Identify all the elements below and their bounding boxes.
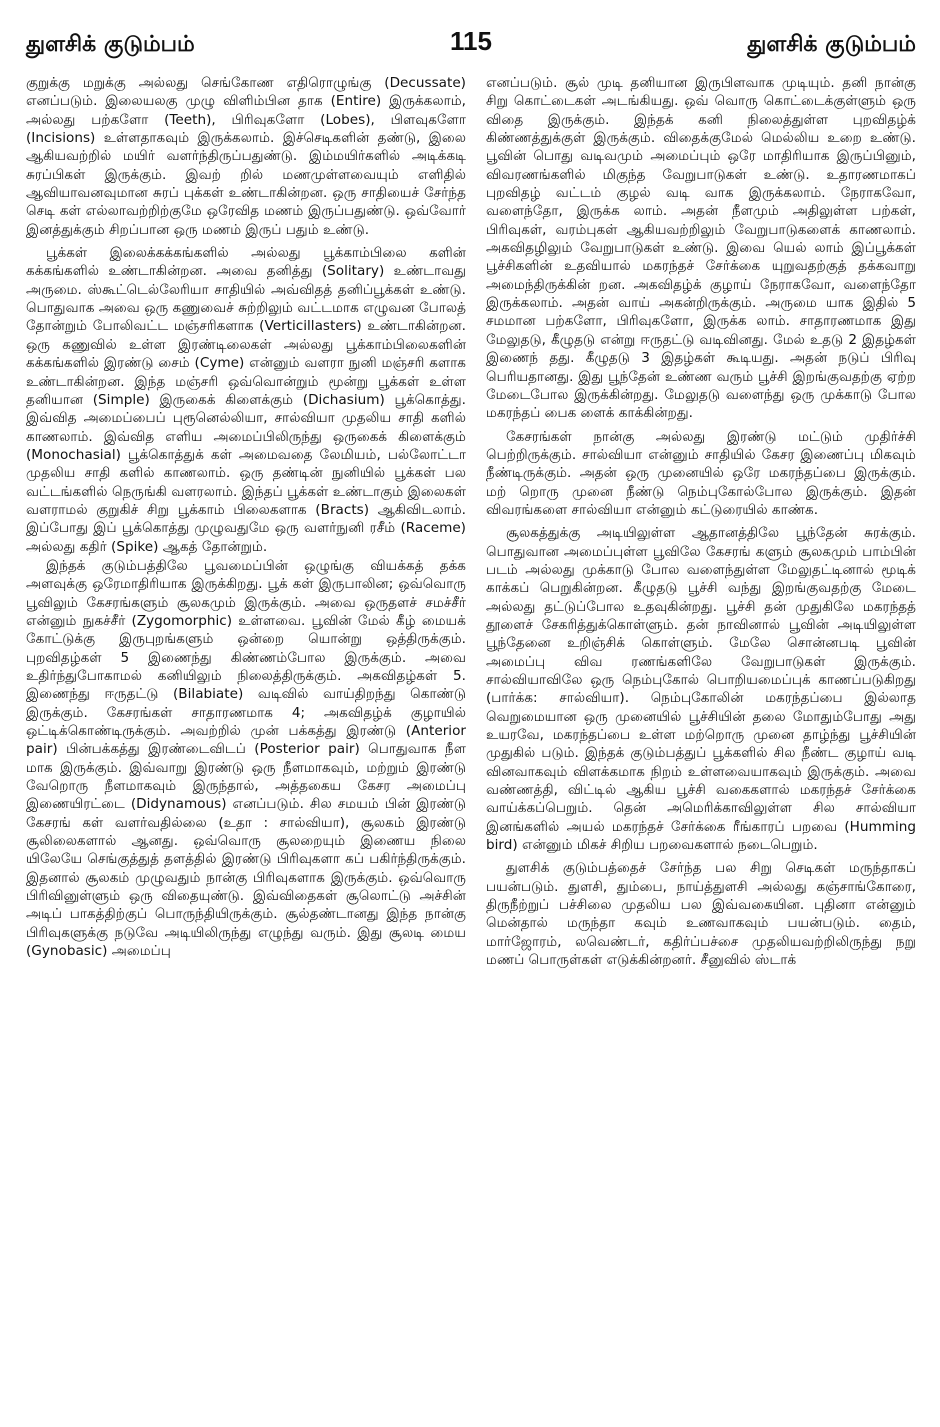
paragraph-inflorescence: பூக்கள் இலைக்கக்கங்களில் அல்லது பூக்காம்பிலை களின் கக்கங்களில் உண்டாகின்றன. அவை தனித்து (Solitary) உண்டாவது அருமை. ஸ்கூட்டெல்லேரியா சாதியில் அவ்விதத் தனிப்பூக்கள் உண்டு. பொதுவாக அவை ஒரு கணுவைச் சுற்றிலும் வட்டமாக எழுவன போலத் தோன்றும் போலிவட்ட மஞ்சரிகளாக (Verticillasters) உண்டாகின்றன. ஒரு கணுவில் உள்ள இரண்டிலைகள் அல்லது பூக்காம்பிலைகளின் கக்கங்களில் இரண்டு சைம் (Cyme) என்னும் வளரா நுனி மஞ்சரி களாக உண்டாகின்றன. இந்த மஞ்சரி ஒவ்வொன்றும் மூன்று பூக்கள் உள்ள தனியான (Simple) இருகைக் கிளைக்கும் (Dichasium) பூக்கொத்து. இவ்வித அமைப்பைப் புரூனெல்லியா, சால்வியா முதலிய சாதி களில் காணலாம். இவ்வித எளிய அமைப்பிலிருந்து ஒருகைக் கிளைக்கும் (Monochasial) பூக்கொத்துக் கள் அமைவதை லேமியம், பல்லோட்டா முதலிய சாதி களில் காணலாம். ஒரு தண்டின் நுனியில் பூக்கள் பல வட்டங்களில் நெருங்கி வளரலாம். இந்தப் பூக்கள் உண்டாகும் இலைகள் வளராமல் குறுகிச் சிறு பூக்காம் பிலைகளாக (Bracts) ஆகிவிடலாம். இப்போது இப் பூக்கொத்து முழுவதுமே ஒரு வளர்நுனி ரசீம் (Raceme) அல்லது கதிர் (Spike) ஆகத் தோன்றும். [26, 245, 466, 555]
left-column [26, 74, 466, 1409]
running-title-right: துளசிக் குடும்பம் [747, 32, 916, 57]
paragraph-flower-structure: இந்தக் குடும்பத்திலே பூவமைப்பின் ஒழுங்கு வியக்கத் தக்க அளவுக்கு ஒரேமாதிரியாக இருக்கிறது. பூக் கள் இருபாலின; ஒவ்வொரு பூவிலும் கேசரங்களும் சூலகமும் இருக்கும். அவை ஒருதளச் சமச்சீர் என்னும் நுகச்சீர் (Zygomorphic) உள்ளவை. பூவின் மேல் கீழ் மையக் கோட்டுக்கு இருபுறங்களும் ஒன்றை யொன்று ஒத்திருக்கும். புறவிதழ்கள் 5 இணைந்து கிண்ணம்போல இருக்கும். அவை உதிர்ந்துபோகாமல் கனியிலும் நிலைத்திருக்கும். அகவிதழ்கள் 5. இணைந்து ஈருதட்டு (Bilabiate) வடிவில் வாய்திறந்து கொண்டு இருக்கும். கேசரங்கள் சாதாரணமாக 4; அகவிதழ்க் குழாயில் ஒட்டிக்கொண்டிருக்கும். அவற்றில் முன் பக்கத்து இரண்டு (Anterior pair) பின்பக்கத்து இரண்டைவிடப் (Posterior pair) பொதுவாக நீள மாக இருக்கும். இவ்வாறு இரண்டு ஒரு நீளமாகவும், மற்றும் இரண்டு வேறொரு நீளமாகவும் இருந்தால், அத்தகைய கேசர அமைப்பு இணையிரட்டை (Didynamous) எனப்படும். சில சமயம் பின் இரண்டு கேசரங் கள் வளர்வதில்லை (உதா : சால்வியா), சூலகம் இரண்டு சூலிலைகளால் ஆனது. ஒவ்வொரு சூலறையும் இணைய நிலை யிலேயே செங்குத்துத் தளத்தில் இரண்டு பிரிவுகளா கப் பகிர்ந்திருக்கும். இதனால் சூலகம் முழுவதும் நான்கு பிரிவுகளாக இருக்கும். ஒவ்வொரு பிரிவினுள்ளும் ஒரு விதையுண்டு. இவ்விதைகள் சூலொட்டு அச்சின் அடிப் பாகத்திற்குப் பொருந்தியிருக்கும். சூல்தண்டானது இந்த நான்கு பிரிவுகளுக்கு நடுவே அடியிலிருந்து எழுந்து வரும். இது சூலடி மைய (Gynobasic) அமைப்பு [26, 557, 466, 960]
paragraph-pollination: சூலகத்துக்கு அடியிலுள்ள ஆதானத்திலே பூந்தேன் சுரக்கும். பொதுவான அமைப்புள்ள பூவிலே கேசரங் களும் சூலகமும் பாம்பின் படம் அல்லது முக்காடு போல வளைந்துள்ள மேலுதட்டினால் மூடிக் காக்கப் பெறுகின்றன. கீழுதடு பூச்சி வந்து இறங்குவதற்கு மேடை அல்லது தட்டுப்போல உதவுகின்றது. பூச்சி தன் முதுகிலே மகரந்தத் தூளைச் சேகரித்துக்கொள்ளும். தன் நாவினால் பூவின் அடியிலுள்ள பூந்தேனை உறிஞ்சிக் கொள்ளும். மேலே சொன்னபடி பூவின் அமைப்பு விவ ரணங்களிலே வேறுபாடுகள் இருக்கும். சால்வியாவிலே ஒரு நெம்புகோல் பொறியமைப்புக் காணப்படுகிறது (பார்க்க: சால்வியா). நெம்புகோலின் மகரந்தப்பை இல்லாத வெறுமையான ஒரு முனையில் பூச்சியின் தலை மோதும்போது அது உயரவே, மகரந்தப்பை உள்ள மற்றொரு முனை தாழ்ந்து பூச்சியின் முதுகில் படும். இந்தக் குடும்பத்துப் பூக்களில் சில நீண்ட குழாய் வடி வினவாகவும் விளக்கமாக நிறம் உள்ளவையாகவும் இருக்கும். அவை வண்ணத்தி, விட்டில் ஆகிய பூச்சி வகைகளால் மகரந்தச் சேர்க்கை வாய்க்கப்பெறும். தென் அமெரிக்காவிலுள்ள சில சால்வியா இனங்களில் அயல் மகரந்தச் சேர்க்கை ரீங்காரப் பறவை (Humming bird) என்னும் மிகச் சிறிய பறவைகளால் நடைபெறும். [486, 525, 916, 854]
page-header [26, 26, 916, 70]
paragraph-uses: துளசிக் குடும்பத்தைச் சேர்ந்த பல சிறு செடிகள் மருந்தாகப் பயன்படும். துளசி, தும்பை, நாய்த்துளசி அல்லது கஞ்சாங்கோரை, திருநீற்றுப் பச்சிலை முதலிய பல இவ்வகையின. புதினா என்னும் மென்தால் மருந்தா கவும் உணவாகவும் பயன்படும். தைம், மார்ஜோரம், லவெண்டர், கதிர்ப்பச்சை முதலியவற்றிலிருந்து நறு மணப் பொருள்கள் எடுக்கின்றனர். சீனுவில் ஸ்டாக் [486, 860, 916, 969]
page-number: 115 [450, 26, 492, 56]
paragraph-stamens: கேசரங்கள் நான்கு அல்லது இரண்டு மட்டும் முதிர்ச்சி பெற்றிருக்கும். சால்வியா என்னும் சாதியில் கேசர இணைப்பு மிகவும் நீண்டிருக்கும். அதன் ஒரு முனையில் ஒரே மகரந்தப்பை இருக்கும். மற் றொரு முனை நீண்டு நெம்புகோல்போல இருக்கும். இதன் விவரங்களை சால்வியா என்னும் கட்டுரையில் காண்க. [486, 428, 916, 518]
paragraph-fruit-corolla: எனப்படும். சூல் முடி தனியான இருபிளவாக முடியும். தனி நான்கு சிறு கொட்டைகள் அடங்கியது. ஒவ் வொரு கொட்டைக்குள்ளும் ஒரு விதை இருக்கும். இந்தக் கனி நிலைத்துள்ள புறவிதழ்க் கிண்ணத்துக்குள் இருக்கும். விதைக்குமேல் மெல்லிய உறை உண்டு. பூவின் பொது வடிவமும் அமைப்பும் ஒரே மாதிரியாக இருப்பினும், விவரணங்களில் மிகுந்த வேறுபாடுகள் உண்டு. உதாரணமாகப் புறவிதழ் வட்டம் குழல் வடி வாக இருக்கலாம். நேராகவோ, வளைந்தோ, இருக்க லாம். அதன் நீளமும் அதிலுள்ள பற்கள், பிரிவுகள், வரம்புகள் ஆகியவற்றிலும் வேறுபாடுகளைக் காணலாம். அகவிதழிலும் வேறுபாடுகள் உண்டு. இவை யெல் லாம் இப்பூக்கள் பூச்சிகளின் உதவியால் மகரந்தச் சேர்க்கை யுறுவதற்குத் தக்கவாறு அமைந்திருக்கின் றன. அகவிதழ்க் குழாய் நேராகவோ, வளைந்தோ இருக்கலாம். அதன் வாய் அகன்றிருக்கும். அருமை யாக இதில் 5 சமமான பற்களோ, பிரிவுகளோ, இருக்க லாம். சாதாரணமாக இது மேலுதடு, கீழுதடு என்று ஈருதட்டு வடிவினது. மேல் உதடு 2 இதழ்கள் இணைந் தது. கீழுதடு 3 இதழ்கள் கூடியது. அதன் நடுப் பிரிவு பெரியதானது. இது பூந்தேன் உண்ண வரும் பூச்சி இறங்குவதற்கு ஏற்ற மேடைபோல இருக்கின்றது. மேலுதடு வளைந்து ஒரு முக்காடு போல மகரந்தப் பைக ளைக் காக்கின்றது. [486, 75, 916, 422]
right-column [486, 74, 916, 1409]
paragraph-leaf-structure: குறுக்கு மறுக்கு அல்லது செங்கோண எதிரொழுங்கு (Decussate) எனப்படும். இலையலகு முழு விளிம்பின தாக (Entire) இருக்கலாம், அல்லது பற்களோ (Teeth), பிரிவுகளோ (Lobes), பிளவுகளோ (Incisions) உள்ளதாகவும் இருக்கலாம். இச்செடிகளின் தண்டு, இலை ஆகியவற்றில் மயிர் வளர்ந்திருப்பதுண்டு. இம்மயிர்களில் அடிக்கடி சுரப்பிகள் இருக்கும். இவற் றில் மணமுள்ளவையும் எளிதில் ஆவியாவனவுமான சுரப் புக்கள் உண்டாகின்றன. ஒரு சாதியைச் சேர்ந்த செடி கள் எல்லாவற்றிற்குமே ஒரேவித மணம் இருப்பதுண்டு. ஒவ்வோர் இனத்துக்கும் சிறப்பான ஒரு மணம் இருப் பதும் உண்டு. [26, 75, 466, 238]
running-title-left: துளசிக் குடும்பம் [26, 32, 195, 57]
